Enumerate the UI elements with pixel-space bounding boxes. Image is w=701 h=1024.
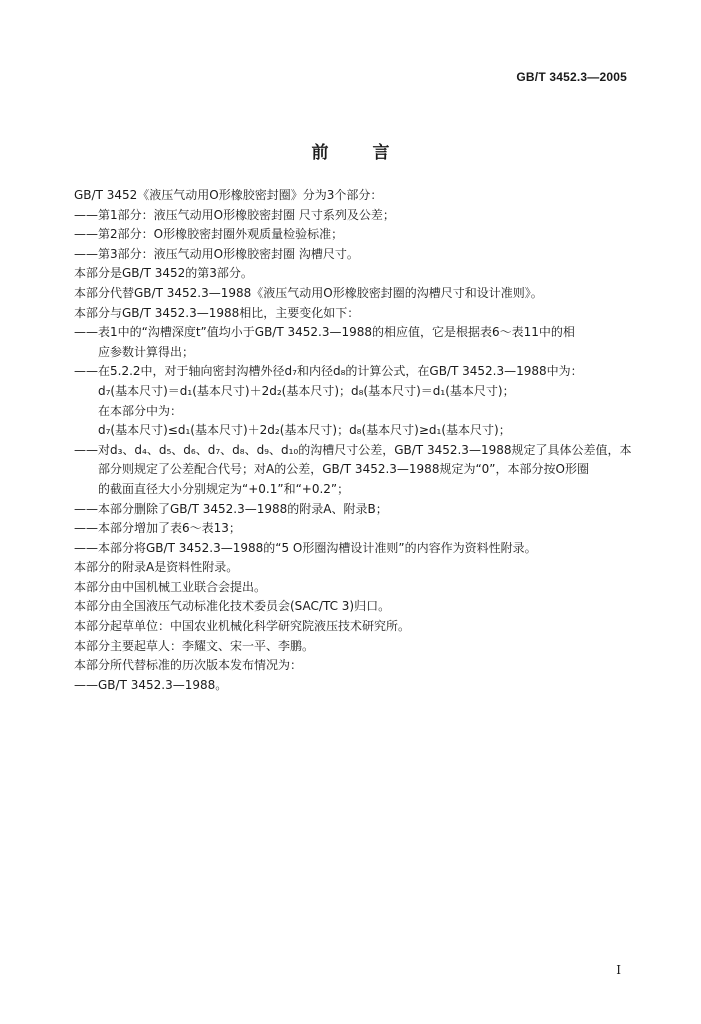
text-line: 本部分的附录A是资料性附录。: [74, 560, 239, 575]
text-line: 本部分由中国机械工业联合会提出。: [74, 579, 267, 594]
formula-line: d₇(基本尺寸)≤d₁(基本尺寸)＋2d₂(基本尺寸)；d₈(基本尺寸)≥d₁(基本尺寸)；: [98, 423, 511, 438]
list-item: ——第3部分：液压气动用O形橡胶密封圈 沟槽尺寸。: [74, 246, 359, 261]
text-line: 本部分是GB/T 3452的第3部分。: [74, 266, 253, 281]
page-number: I: [616, 963, 621, 977]
list-item: ——第2部分：O形橡胶密封圈外观质量检验标准；: [74, 227, 344, 242]
text-line: 本部分主要起草人：李耀文、宋一平、李鹏。: [74, 638, 315, 653]
text-line: 本部分由全国液压气动标准化技术委员会(SAC/TC 3)归口。: [74, 599, 391, 614]
list-item: ——本部分将GB/T 3452.3—1988的“5 O形圈沟槽设计准则”的内容作为资料性附录。: [74, 540, 537, 555]
text-line: 本部分所代替标准的历次版本发布情况为：: [74, 658, 303, 673]
standard-code-header: GB/T 3452.3—2005: [516, 70, 627, 84]
text-line: 本部分起草单位：中国农业机械化科学研究院液压技术研究所。: [74, 619, 411, 634]
text-line: 本部分代替GB/T 3452.3—1988《液压气动用O形橡胶密封圈的沟槽尺寸和设计准则》。: [74, 285, 543, 300]
list-item: ——本部分增加了表6～表13；: [74, 521, 241, 536]
list-item: ——本部分删除了GB/T 3452.3—1988的附录A、附录B；: [74, 501, 388, 516]
page-title: 前言: [311, 143, 434, 163]
list-item: ——第1部分：液压气动用O形橡胶密封圈 尺寸系列及公差；: [74, 207, 395, 222]
list-item: ——表1中的“沟槽深度t”值均小于GB/T 3452.3—1988的相应值，它是根据表6～表11中的相: [74, 325, 575, 340]
foreword-body: [74, 186, 632, 695]
text-line: GB/T 3452《液压气动用O形橡胶密封圈》分为3个部分：: [74, 188, 383, 202]
list-item-continuation: 在本部分中为：: [98, 403, 183, 418]
list-item: ——GB/T 3452.3—1988。: [74, 677, 228, 692]
text-line: 本部分与GB/T 3452.3—1988相比，主要变化如下：: [74, 305, 360, 320]
list-item: ——对d₃、d₄、d₅、d₆、d₇、d₈、d₉、d₁₀的沟槽尺寸公差，GB/T 3452.3—1988规定了具体公差值，本: [74, 442, 632, 457]
list-item-continuation: 应参数计算得出；: [98, 344, 195, 359]
list-item: ——在5.2.2中，对于轴向密封沟槽外径d₇和内径d₈的计算公式，在GB/T 3452.3—1988中为：: [74, 364, 583, 379]
formula-line: d₇(基本尺寸)＝d₁(基本尺寸)＋2d₂(基本尺寸)；d₈(基本尺寸)＝d₁(基本尺寸)；: [98, 383, 515, 398]
list-item-continuation: 部分则规定了公差配合代号；对A的公差，GB/T 3452.3—1988规定为“0”，本部分按O形圈: [98, 462, 589, 477]
list-item-continuation: 的截面直径大小分别规定为“+0.1”和“+0.2”；: [98, 481, 350, 496]
